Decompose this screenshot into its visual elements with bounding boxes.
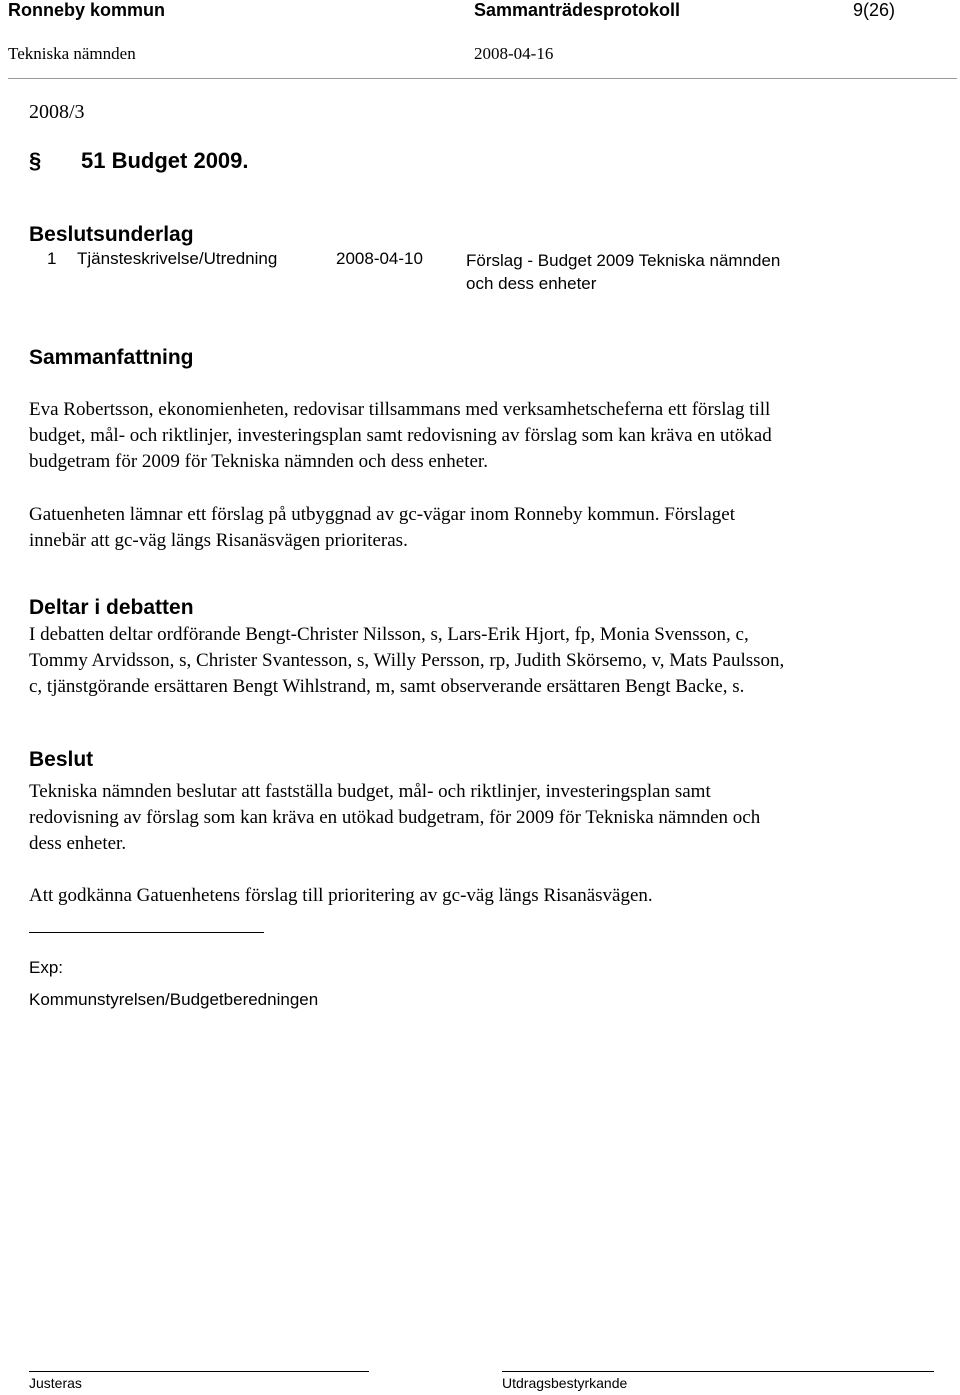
decision-paragraph-2: Att godkänna Gatuenhetens förslag till prioritering av gc-väg längs Risanäsvägen.: [29, 885, 653, 906]
decision-heading: Beslut: [29, 748, 94, 771]
debate-heading: Deltar i debatten: [29, 596, 194, 619]
header-department: Tekniska nämnden: [8, 44, 136, 63]
paragraph-title-text: 51 Budget 2009.: [81, 148, 249, 173]
header-page-number: 9(26): [853, 0, 896, 20]
debate-paragraph: [29, 622, 784, 700]
summary-paragraph-1: [29, 397, 772, 475]
underlag-item-type: Tjänsteskrivelse/Utredning: [77, 249, 278, 268]
footer-utdragsbestyrkande: Utdragsbestyrkande: [502, 1375, 628, 1391]
text-line: Tommy Arvidsson, s, Christer Svantesson, s, Willy Persson, rp, Judith Skörsemo, v, Mats Paulsson,: [29, 650, 785, 671]
footer-justeras: Justeras: [29, 1375, 82, 1391]
exp-recipient: Kommunstyrelsen/Budgetberedningen: [29, 990, 319, 1009]
header-doc-type: Sammanträdesprotokoll: [474, 0, 681, 20]
case-number: 2008/3: [29, 101, 85, 123]
summary-paragraph-2: [29, 502, 735, 554]
text-line: redovisning av förslag som kan kräva en utökad budgetram, för 2009 för Tekniska nämnden och: [29, 807, 761, 828]
underlag-heading: Beslutsunderlag: [29, 223, 194, 246]
exp-label: Exp:: [29, 958, 64, 977]
underlag-desc-line: Förslag - Budget 2009 Tekniska nämnden: [466, 251, 781, 270]
underlag-desc-line: och dess enheter: [466, 274, 597, 293]
text-line: Eva Robertsson, ekonomienheten, redovisar tillsammans med verksamhetscheferna ett förslag till: [29, 399, 771, 420]
text-line: budgetram för 2009 för Tekniska nämnden och dess enheter.: [29, 451, 488, 472]
underlag-item-number: 1: [47, 249, 57, 268]
signature-rule: [29, 932, 264, 933]
text-line: innebär att gc-väg längs Risanäsvägen prioriteras.: [29, 530, 408, 551]
header-org: Ronneby kommun: [8, 0, 166, 20]
text-line: budget, mål- och riktlinjer, investeringsplan samt redovisning av förslag som kan kräva en utökad: [29, 425, 772, 446]
header-date: 2008-04-16: [474, 44, 554, 63]
underlag-item-date: 2008-04-10: [336, 249, 423, 268]
text-line: c, tjänstgörande ersättaren Bengt Wihlstrand, m, samt observerande ersättaren Bengt Backe, s.: [29, 676, 745, 697]
footer-rule-left: [29, 1371, 369, 1372]
paragraph-sign: §: [29, 148, 42, 173]
paragraph-title: [29, 148, 249, 174]
decision-paragraph-1: [29, 779, 760, 857]
text-line: dess enheter.: [29, 833, 127, 854]
text-line: I debatten deltar ordförande Bengt-Christer Nilsson, s, Lars-Erik Hjort, fp, Monia Svensson, c,: [29, 624, 749, 645]
summary-heading: Sammanfattning: [29, 346, 194, 369]
text-line: Gatuenheten lämnar ett förslag på utbyggnad av gc-vägar inom Ronneby kommun. Förslaget: [29, 504, 735, 525]
text-line: Tekniska nämnden beslutar att fastställa budget, mål- och riktlinjer, investeringsplan samt: [29, 781, 711, 802]
underlag-item-description: [466, 249, 780, 295]
header-divider: [8, 78, 957, 79]
footer-rule-right: [502, 1371, 934, 1372]
